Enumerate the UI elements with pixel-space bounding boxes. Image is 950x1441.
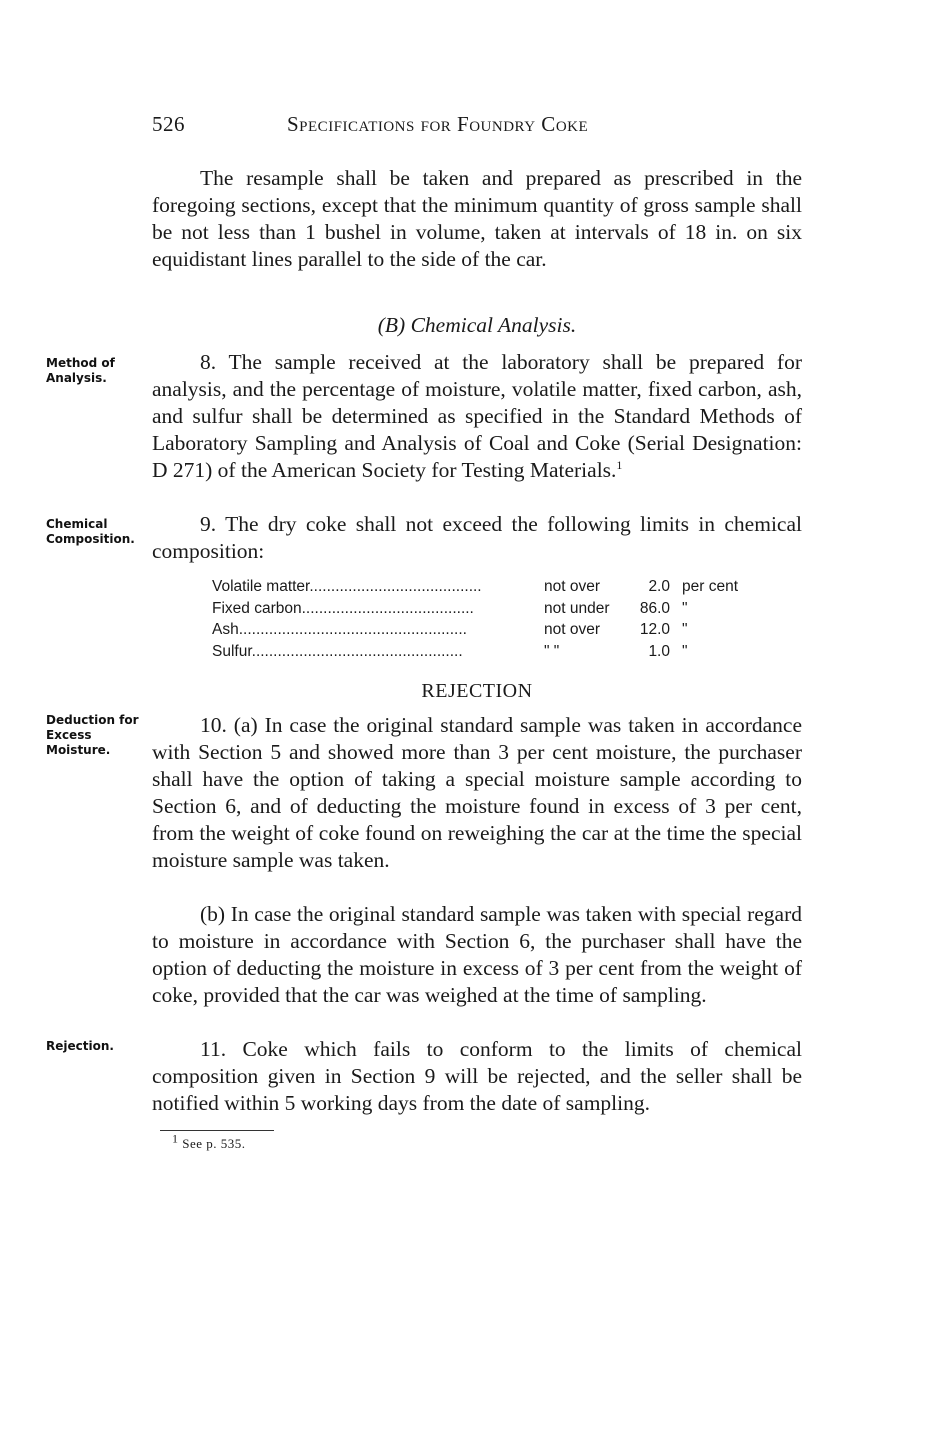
limit-qualifier: not under <box>544 599 610 617</box>
limit-value: 2.0 <box>648 578 670 595</box>
limit-label: Fixed carbon........................................ <box>212 599 474 617</box>
limit-label: Ash..................................................... <box>212 621 467 638</box>
limit-value: 1.0 <box>648 642 670 660</box>
paragraph-resample: The resample shall be taken and prepared as prescribed in the foregoing sections, except that the minimum quantity of gross sample shall be not less than 1 bushel in volume, taken at intervals of 18 in. on six equidistant lines parallel to the side of the car. <box>152 166 802 271</box>
limit-unit: per cent <box>682 578 739 595</box>
heading-chemical-analysis: (B) Chemical Analysis. <box>377 313 577 337</box>
page-title: Specifications for Foundry Coke <box>287 112 589 136</box>
sidenote-chemical-composition: Chemical Composition. <box>46 517 135 546</box>
footnote-reference[interactable]: 1 <box>616 457 623 472</box>
running-head <box>152 112 802 144</box>
limit-qualifier: " " <box>544 642 560 660</box>
paragraph-section-8 <box>152 349 802 484</box>
sidenote-rejection: Rejection. <box>46 1039 114 1053</box>
page-number: 526 <box>152 112 185 136</box>
sidenote-deduction-for-excess-moisture: Deduction for Excess Moisture. <box>46 713 139 757</box>
limit-unit: " <box>682 599 688 617</box>
sidenote-method-of-analysis: Method of Analysis. <box>46 356 115 385</box>
limit-qualifier: not over <box>544 578 601 595</box>
paragraph-section-8-text: 8. The sample received at the laboratory shall be prepared for analysis, and the percentage of moisture, volatile matter, fixed carbon, ash, and sulfur shall be determined as specified in the Standard Methods of Laboratory Sampling and Analysis of Coal and Coke (Serial Designation: D 271) of the American Society for Testing Materials. <box>152 350 802 482</box>
footnote <box>172 1131 246 1152</box>
limit-label: Volatile matter........................................ <box>212 578 482 595</box>
limit-qualifier: not over <box>544 621 601 638</box>
paragraph-section-10b: (b) In case the original standard sample was taken with special regard to moisture in accordance with Section 6, the purchaser shall have the option of deducting the moisture in excess of 3 per cent from the weight of coke, provided that the car was weighed at the time of sampling. <box>152 902 802 1007</box>
composition-limits-table <box>212 576 772 662</box>
footnote-mark: 1 <box>172 1131 179 1146</box>
footnote-text: See p. 535. <box>182 1136 246 1151</box>
heading-rejection: REJECTION <box>421 680 533 702</box>
limit-row <box>212 619 772 641</box>
limit-label: Sulfur................................................. <box>212 642 463 660</box>
paragraph-section-11: 11. Coke which fails to conform to the limits of chemical composition given in Section 9 will be rejected, and the seller shall be notified within 5 working days from the date of sampling. <box>152 1037 802 1115</box>
paragraph-section-10a: 10. (a) In case the original standard sample was taken in accordance with Section 5 and showed more than 3 per cent moisture, the purchaser shall have the option of taking a special moisture sample according to Section 6, and of deducting the moisture found in excess of 3 per cent, from the weight of coke found on reweighing the car at the time the special moisture sample was taken. <box>152 713 802 872</box>
limit-unit: " <box>682 642 688 660</box>
limit-row <box>212 576 772 598</box>
limit-row <box>212 641 772 663</box>
limit-row <box>212 598 772 620</box>
limit-value: 86.0 <box>639 599 670 617</box>
paragraph-section-9: 9. The dry coke shall not exceed the following limits in chemical composition: <box>152 512 802 563</box>
limit-unit: " <box>682 621 688 638</box>
limit-value: 12.0 <box>639 621 670 638</box>
